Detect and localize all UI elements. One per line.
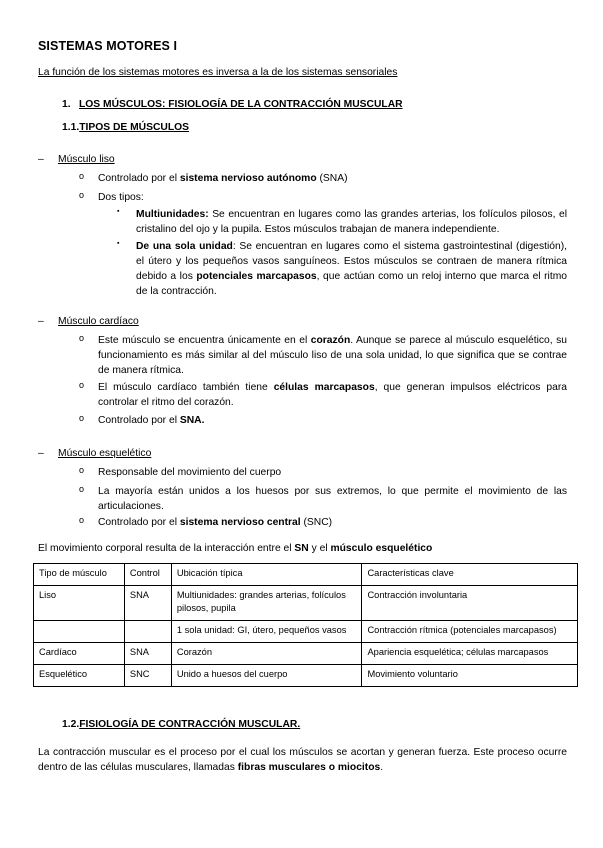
table-cell: SNC (124, 665, 171, 687)
final-paragraph: La contracción muscular es el proceso por el cual los músculos se acortan y generan fuerza. Este proceso ocurre dentro de las células musculares, llamadas fibras musculares o miocitos. (38, 747, 567, 773)
square-bullet: ▪ (117, 208, 120, 215)
dash-bullet: – (38, 154, 44, 165)
table-header-row (34, 564, 578, 586)
esqueletico-label: Músculo esquelético (58, 448, 152, 459)
table-cell: Liso (34, 586, 125, 621)
table-cell: Esquelético (34, 665, 125, 687)
section-number: 1.1. (62, 122, 80, 133)
table-cell: Contracción rítmica (potenciales marcapasos) (362, 621, 578, 643)
list-item: o Controlado por el sistema nervioso central (SNC) (79, 515, 333, 528)
table-cell: SNA (124, 586, 171, 621)
list-item: o Controlado por el SNA. (79, 413, 205, 426)
list-item: ▪ Multiunidades: Se encuentran en lugares como las grandes arterias, los folículos pilosos, el cristalino del ojo y la pupila. Estos músculos trabajan de manera independiente. (117, 208, 567, 235)
page-title: SISTEMAS MOTORES I (38, 39, 178, 53)
table-cell: 1 sola unidad: GI, útero, pequeños vasos (171, 621, 362, 643)
table-row (34, 665, 578, 687)
esqueletico-heading (38, 448, 151, 459)
circle-bullet: o (79, 465, 85, 475)
table-row (34, 586, 578, 621)
circle-bullet: o (79, 515, 85, 525)
table-header-cell: Tipo de músculo (34, 564, 125, 586)
list-item: o La mayoría están unidos a los huesos por sus extremos, lo que permite el movimiento de las articulaciones. (79, 484, 567, 512)
table-header-cell: Ubicación típica (171, 564, 362, 586)
section-1-1-heading (62, 122, 189, 133)
table-cell (34, 621, 125, 643)
table-cell: Apariencia esquelética; células marcapasos (362, 643, 578, 665)
subtitle: La función de los sistemas motores es inversa a la de los sistemas sensoriales (38, 67, 398, 78)
section-number: 1. (62, 99, 71, 110)
muscle-types-table (33, 563, 578, 687)
movement-paragraph: El movimiento corporal resulta de la interacción entre el SN y el músculo esquelético (38, 543, 433, 554)
table-header-cell: Control (124, 564, 171, 586)
table-cell: Cardíaco (34, 643, 125, 665)
list-item: o Responsable del movimiento del cuerpo (79, 465, 282, 478)
section-title: FISIOLOGÍA DE CONTRACCIÓN MUSCULAR. (79, 719, 301, 730)
circle-bullet: o (79, 190, 85, 200)
table-cell: SNA (124, 643, 171, 665)
section-1-heading (62, 99, 403, 110)
table-cell: Multiunidades: grandes arterias, folículos pilosos, pupila (171, 586, 362, 621)
list-item: o Dos tipos: (79, 190, 144, 203)
table-cell: Movimiento voluntario (362, 665, 578, 687)
dash-bullet: – (38, 316, 44, 327)
table-cell: Unido a huesos del cuerpo (171, 665, 362, 687)
list-item: o El músculo cardíaco también tiene células marcapasos, que generan impulsos eléctricos para controlar el ritmo del corazón. (79, 380, 567, 408)
table-cell: Contracción involuntaria (362, 586, 578, 621)
liso-label: Músculo liso (58, 154, 115, 165)
section-title: LOS MÚSCULOS: FISIOLOGÍA DE LA CONTRACCIÓN MUSCULAR (79, 99, 403, 110)
table-cell (124, 621, 171, 643)
circle-bullet: o (79, 484, 85, 494)
liso-heading (38, 154, 115, 165)
table-header-cell: Características clave (362, 564, 578, 586)
circle-bullet: o (79, 380, 85, 390)
circle-bullet: o (79, 413, 85, 423)
table-cell: Corazón (171, 643, 362, 665)
list-item: o Controlado por el sistema nervioso autónomo (SNA) (79, 171, 348, 184)
table-row (34, 643, 578, 665)
dash-bullet: – (38, 448, 44, 459)
section-number: 1.2. (62, 719, 80, 730)
circle-bullet: o (79, 333, 85, 343)
list-item: o Este músculo se encuentra únicamente en el corazón. Aunque se parece al músculo esquelético, su funcionamiento es más similar al del músculo liso de una sola unidad, lo que significa que se contrae de manera rítmica. (79, 333, 567, 376)
cardiaco-label: Músculo cardíaco (58, 316, 139, 327)
table-row (34, 621, 578, 643)
square-bullet: ▪ (117, 240, 120, 247)
cardiaco-heading (38, 316, 139, 327)
list-item: ▪ De una sola unidad: Se encuentran en lugares como el sistema gastrointestinal (digestión), el útero y los pequeños vasos sanguíneos. Estos músculos se contraen de manera rítmica debido a los potenciales marcapasos, que actúan como un reloj interno que marca el ritmo de la contracción. (117, 240, 567, 297)
section-1-2-heading (62, 719, 300, 730)
section-title: TIPOS DE MÚSCULOS (79, 122, 190, 133)
circle-bullet: o (79, 171, 85, 181)
